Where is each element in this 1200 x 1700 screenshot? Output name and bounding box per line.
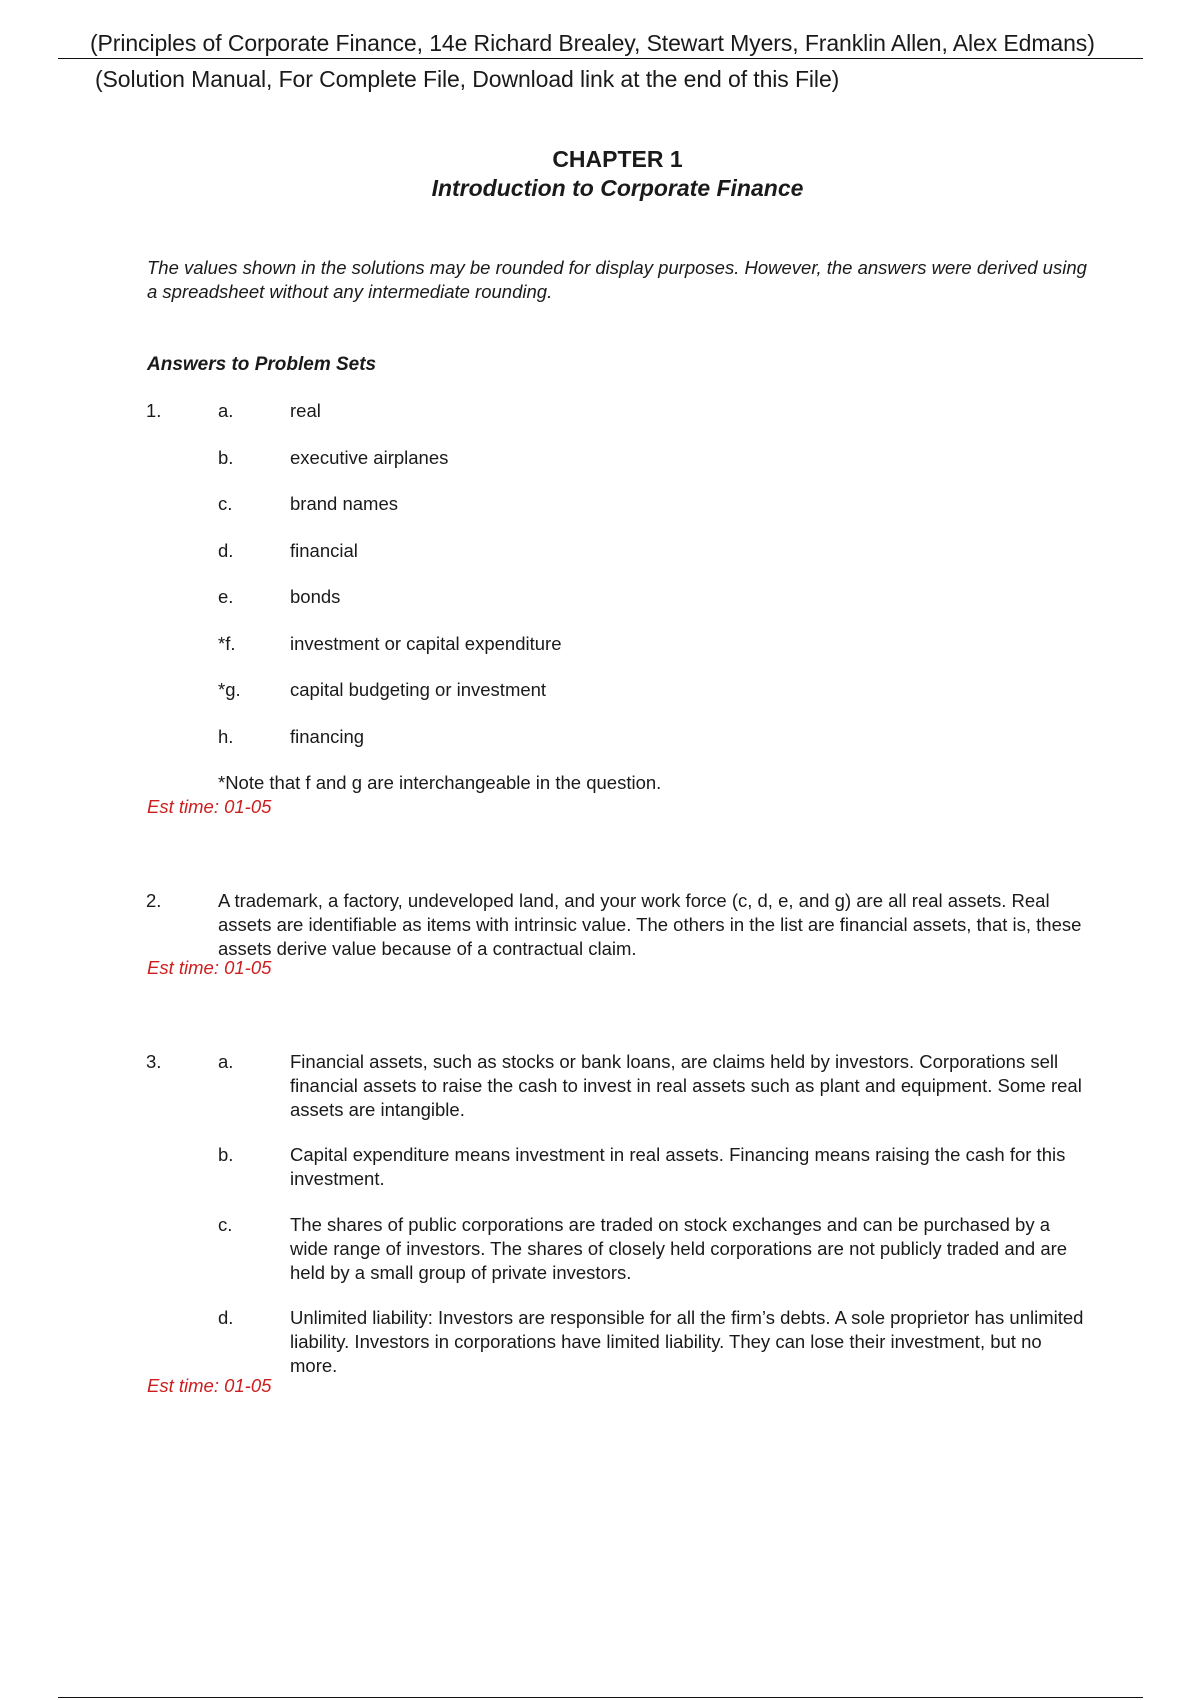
chapter-title: Introduction to Corporate Finance [431,175,804,201]
problem-3-item-answer: Unlimited liability: Investors are responsible for all the firm’s debts. A sole proprietor has unlimited liability. Investors in corporations have limited liability. They can lose their investment, but no more. [290,1307,1084,1376]
problem-3-item-letter: a. [218,1051,234,1072]
problem-2-answer: A trademark, a factory, undeveloped land, and your work force (c, d, e, and g) are all real assets. Real assets are identifiable as items with intrinsic value. The others in the list are financial assets, that is, these assets derive value because of a contractual claim. [218,890,1082,959]
problem-1-item-answer: brand names [290,493,398,514]
problem-1-number: 1. [146,400,162,421]
problem-1-item-answer: investment or capital expenditure [290,633,562,654]
rounding-disclaimer: The values shown in the solutions may be rounded for display purposes. However, the answers were derived using a spreadsheet without any intermediate rounding. [147,257,1087,302]
est-time-label: Est time: 01-05 [147,957,272,978]
problem-3-item-letter: b. [218,1144,234,1165]
problem-1-item-letter: a. [218,400,234,421]
section-heading: Answers to Problem Sets [147,354,377,375]
problem-1-item-letter: c. [218,493,233,514]
problem-3-item-letter: c. [218,1214,233,1235]
problem-1-item-letter: h. [218,726,234,747]
est-time-label: Est time: 01-05 [147,796,272,817]
book-header: (Principles of Corporate Finance, 14e Richard Brealey, Stewart Myers, Franklin Allen, Alex Edmans) [90,30,1095,56]
problem-3-item-letter: d. [218,1307,234,1328]
problem-1-item-letter: *f. [218,633,236,654]
problem-1-note: *Note that f and g are interchangeable in the question. [218,772,662,793]
problem-1-item-answer: capital budgeting or investment [290,679,547,700]
est-time-label: Est time: 01-05 [147,1375,272,1396]
problem-1-item-answer: financing [290,726,365,747]
problem-1-item-answer: bonds [290,586,341,607]
problem-1-item-letter: b. [218,447,234,468]
problem-3-item-answer: Capital expenditure means investment in real assets. Financing means raising the cash for this investment. [290,1144,1066,1189]
problem-1-item-letter: e. [218,586,234,607]
solution-manual-note: (Solution Manual, For Complete File, Download link at the end of this File) [95,66,840,92]
chapter-number: CHAPTER 1 [552,146,683,172]
header-divider [58,58,1143,59]
problem-1-item-answer: real [290,400,321,421]
footer-divider [58,1697,1143,1698]
problem-1-item-answer: executive airplanes [290,447,449,468]
problem-1-item-letter: d. [218,540,234,561]
problem-3-number: 3. [146,1051,162,1072]
problem-1-item-answer: financial [290,540,358,561]
problem-2-number: 2. [146,890,162,911]
problem-1-item-letter: *g. [218,679,241,700]
problem-3-item-answer: Financial assets, such as stocks or bank loans, are claims held by investors. Corporations sell financial assets to raise the cash to invest in real assets such as plant and equipment. Some real assets are intangible. [290,1051,1082,1120]
problem-3-item-answer: The shares of public corporations are traded on stock exchanges and can be purchased by a wide range of investors. The shares of closely held corporations are not publicly traded and are held by a small group of private investors. [290,1214,1068,1283]
